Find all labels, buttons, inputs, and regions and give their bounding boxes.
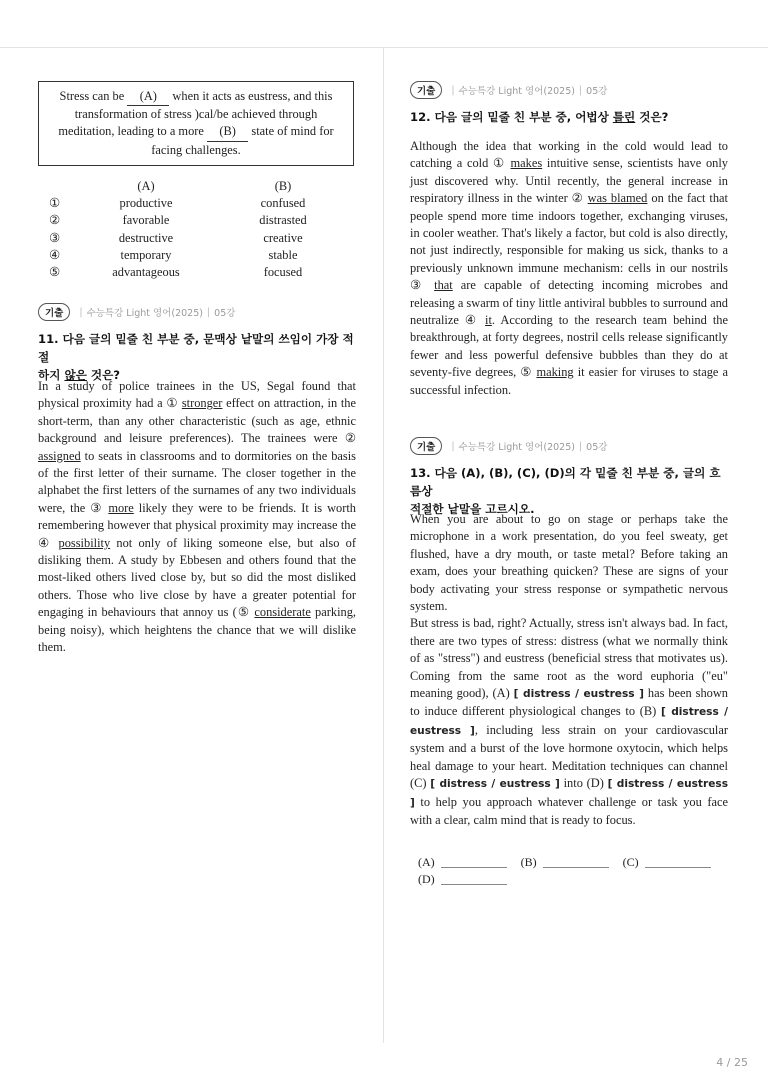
q12-passage: Although the idea that working in the cold would lead to catching a cold ① makes intuitive sense, scientists have only just discovered why. Until recently, the general increase in respiratory illness in the winter ② was blamed on the fact that people spend more time indoors together, exchanging viruses, in cooler weather. That's likely a factor, but cold is also directly, not just indirectly, responsible for making us sick, thanks to a previously unknown immune mechanism: cells in our nostrils ③ that are capable of detecting incoming microbes and releasing a swarm of tiny little antiviral bubbles to surround and neutralize ④ it. According to the research team behind the breakthrough, at forty degrees, nostril cells release significantly fewer and less powerful defensive bubbles than they do at seventy-five degrees, ⑤ making it easier for viruses to stage a successful infection. — [410, 139, 729, 397]
answer-blanks — [418, 854, 725, 871]
underline-3: that — [434, 278, 453, 293]
lesson-text: 05강 — [214, 308, 236, 319]
underline-2: was blamed — [587, 191, 648, 206]
underline-5: considerate — [254, 605, 311, 620]
summary-box — [38, 81, 354, 166]
answer-blanks-row2 — [418, 871, 521, 888]
option-a: temporary — [120, 247, 172, 262]
source-text: 수능특강 Light 영어(2025) — [458, 86, 575, 97]
underline-2: assigned — [38, 448, 81, 463]
underline-1: makes — [510, 156, 543, 171]
option-a: advantageous — [112, 264, 180, 279]
option-a: favorable — [122, 213, 170, 228]
underline-3: more — [108, 500, 134, 515]
q13-title: 13. 다음 (A), (B), (C), (D)의 각 밑줄 친 부분 중, 글의 흐름상 적절한 낱말을 고르시오. — [410, 466, 721, 516]
option-number: ④ — [49, 247, 61, 262]
q13-paragraph-2: But stress is bad, right? Actually, stress isn't always bad. In fact, there are two types of stress: distress (what we normally think of as "stress") and eustress (beneficial stress that motivates us). Coming from the same root as the word euphoria ("eu" meaning good), (A) [ distress / eustress ] has been shown to induce different physiological changes to (B) [ distress / eustress ], including less strain on your cardiovascular system and a burst of the love hormone oxytocin, which helps heal damage to your heart. Meditation techniques can channel (C) [ distress / eustress ] into (D) [ distress / eustress ] to help you approach whatever challenge or task you face with a clear, calm mind that is ready to focus. — [410, 616, 729, 827]
past-exam-badge: 기출 — [410, 437, 442, 455]
summary-text-1: Stress can be — [59, 89, 128, 103]
option-number: ② — [49, 213, 61, 228]
lesson-text: 05강 — [586, 86, 608, 97]
past-exam-badge: 기출 — [410, 81, 442, 99]
underline-4: possibility — [58, 535, 111, 550]
option-a: productive — [119, 196, 173, 211]
answer-blank-a[interactable] — [441, 858, 507, 868]
blank-b: (B) — [207, 123, 248, 141]
q11-title: 11. 다음 글의 밑줄 친 부분 중, 문맥상 낱말의 쓰임이 가장 적절 하지 않은 것은? — [38, 332, 354, 382]
option-b: confused — [260, 196, 306, 211]
lesson-text: 05강 — [586, 442, 608, 453]
option-number: ③ — [49, 230, 61, 245]
option-b: stable — [268, 247, 298, 262]
option-row[interactable] — [38, 212, 356, 229]
answer-blank-b[interactable] — [543, 858, 609, 868]
q12-source-tag: 기출 | 수능특강 Light 영어(2025) | 05강 — [410, 81, 607, 99]
options-header-b: (B) — [274, 179, 292, 193]
q11-source-tag: 기출 | 수능특강 Light 영어(2025) | 05강 — [38, 303, 235, 321]
answer-label-b: (B) — [520, 855, 537, 869]
answer-label-d: (D) — [418, 872, 435, 886]
option-row[interactable] — [38, 264, 356, 281]
option-row[interactable] — [38, 195, 356, 212]
q13-paragraph-1: When you are about to go on stage or perhaps take the microphone in a work presentation, do you feel sweaty, get flushed, have a dry mouth, or taste metal? Before taking an exam, does your breathing quicken? These are signs of your body activating your stress response or sympathetic nervous system. — [410, 512, 728, 614]
q12-title: 12. 다음 글의 밑줄 친 부분 중, 어법상 틀린 것은? — [410, 110, 669, 124]
underline-4: it — [485, 313, 492, 328]
answer-label-a: (A) — [418, 855, 435, 869]
source-text: 수능특강 Light 영어(2025) — [86, 308, 203, 319]
answer-options — [38, 178, 356, 281]
choice-c[interactable]: [ distress / eustress ] — [430, 778, 560, 791]
source-text: 수능특강 Light 영어(2025) — [458, 442, 575, 453]
column-divider — [383, 48, 384, 1043]
options-header — [38, 178, 356, 195]
blank-a: (A) — [127, 88, 169, 106]
summary-text-3: state of mind for facing challenges. — [151, 124, 334, 157]
answer-label-c: (C) — [622, 855, 639, 869]
answer-blank-d[interactable] — [441, 875, 507, 885]
q11-passage: In a study of police trainees in the US, Segal found that physical proximity had a ① stronger effect on attraction, in the short-term, than any other characteristic (such as age, ethnic background and leisure preferences). The trainees were ② assigned to seats in classrooms and to dormitories on the basis of the first letter of their surname. The closer together in the alphabet the first letters of the surnames of any two individuals were, the ③ more likely they were to be friends. It is worth remembering however that physical proximity may increase the ④ possibility not only of liking someone else, but also of disliking them. A study by Ebbesen and others found that the most-liked others lived close by, but so did the most disliked others. Those who live close by have a greater potential for engaging in behaviours that annoy us (⑤ considerate parking, being noisy), which heightens the chance that we will dislike them. — [38, 379, 357, 655]
q13-passage — [410, 511, 728, 829]
choice-d[interactable]: [ distress / eustress ] — [410, 778, 729, 809]
underline-1: stronger — [181, 396, 223, 411]
choice-a[interactable]: [ distress / eustress ] — [513, 688, 644, 701]
option-b: distrasted — [259, 213, 307, 228]
option-a: destructive — [118, 230, 174, 245]
option-row[interactable] — [38, 247, 356, 264]
underline-5: making — [536, 365, 574, 380]
summary-text-2: when it acts as eustress, and this transformation of stress )cal/be achieved through meditation, leading to a more — [58, 89, 333, 139]
option-row[interactable] — [38, 230, 356, 247]
option-number: ⑤ — [49, 264, 61, 279]
options-header-a: (A) — [137, 179, 155, 193]
choice-b[interactable]: [ distress / eustress ] — [410, 706, 728, 737]
page-number: 4 / 25 — [716, 1056, 748, 1069]
option-b: creative — [263, 230, 303, 245]
option-number: ① — [49, 196, 61, 211]
answer-blank-c[interactable] — [645, 858, 711, 868]
header-rule — [0, 47, 768, 48]
q13-source-tag: 기출 | 수능특강 Light 영어(2025) | 05강 — [410, 437, 607, 455]
past-exam-badge: 기출 — [38, 303, 70, 321]
option-b: focused — [263, 264, 303, 279]
